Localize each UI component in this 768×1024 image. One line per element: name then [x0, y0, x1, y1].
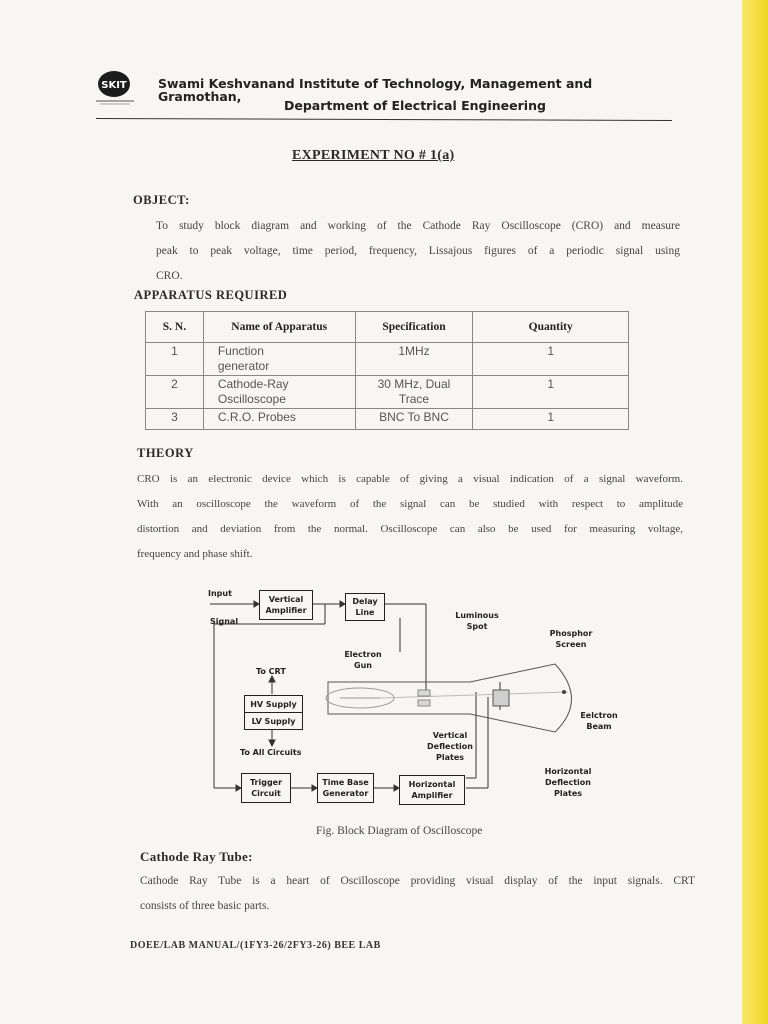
page-footer: DOEE/LAB MANUAL/(1FY3-26/2FY3-26) BEE LAB: [130, 940, 381, 951]
cell-name: [203, 343, 355, 376]
department-name: Department of Electrical Engineering: [284, 98, 546, 113]
cell-spec-line: 1MHz: [398, 344, 430, 358]
horizontal-amplifier-block: Horizontal Amplifier: [399, 775, 465, 805]
lv-supply-block: LV Supply: [244, 712, 303, 730]
object-line: CRO.: [156, 270, 183, 282]
theory-paragraph: [137, 467, 683, 567]
luminous-spot-label: Luminous Spot: [455, 611, 499, 631]
institute-logo: [92, 64, 148, 110]
to-crt-label: To CRT: [256, 667, 286, 676]
cell-name-line: Oscilloscope: [217, 392, 286, 406]
cell-sn: 3: [146, 409, 204, 430]
column-header-name: Name of Apparatus: [203, 312, 355, 343]
input-label: Input: [208, 589, 232, 598]
time-base-generator-block: Time Base Generator: [317, 773, 374, 803]
crt-line: Cathode Ray Tube is a heart of Oscilloscope providing visual display of the input signals. CRT: [140, 875, 695, 887]
background-edge: [742, 0, 768, 1024]
theory-line: CRO is an electronic device which is capable of giving a visual indication of a signal waveform.: [137, 473, 683, 485]
cell-qty: 1: [473, 376, 629, 409]
cell-name-line: Function: [217, 344, 264, 358]
horizontal-deflection-plates-label: Horizontal Deflection Plates: [544, 767, 592, 798]
vertical-amplifier-block: Vertical Amplifier: [259, 590, 313, 620]
cell-spec: [355, 376, 473, 409]
theory-line: With an oscilloscope the waveform of the signal can be studied with respect to amplitude: [137, 498, 683, 510]
trigger-circuit-block: Trigger Circuit: [241, 773, 291, 803]
column-header-sn: S. N.: [146, 312, 204, 343]
oscilloscope-block-diagram: [200, 582, 630, 814]
crt-line: consists of three basic parts.: [140, 900, 270, 912]
institute-name: Swami Keshvanand Institute of Technology, Management and Gramothan,: [158, 76, 593, 104]
cell-spec-line: 30 MHz, Dual: [377, 377, 451, 391]
signal-label: Signal: [210, 617, 239, 626]
cell-name: C.R.O. Probes: [203, 409, 355, 430]
theory-heading: THEORY: [137, 446, 194, 460]
apparatus-table: [145, 311, 629, 430]
table-row: [146, 376, 629, 409]
electron-gun-label: Electron Gun: [344, 650, 382, 670]
theory-line: frequency and phase shift.: [137, 548, 253, 560]
object-line: peak to peak voltage, time period, frequency, Lissajous figures of a periodic signal using: [156, 245, 680, 257]
vertical-deflection-plates-label: Vertical Deflection Plates: [427, 731, 473, 762]
object-heading: OBJECT:: [133, 193, 190, 207]
theory-line: distortion and deviation from the normal. Oscilloscope can also be used for measuring voltage,: [137, 523, 683, 535]
hv-supply-block: HV Supply: [244, 695, 303, 713]
cell-name-line: Cathode-Ray: [217, 377, 289, 391]
to-all-circuits-label: To All Circuits: [240, 748, 302, 757]
crt-paragraph: [140, 869, 695, 919]
object-line: To study block diagram and working of the Cathode Ray Oscilloscope (CRO) and measure: [156, 220, 680, 232]
crt-heading: Cathode Ray Tube:: [140, 849, 253, 864]
cell-qty: 1: [473, 343, 629, 376]
table-row: [146, 409, 629, 430]
table-header-row: [146, 312, 629, 343]
apparatus-heading: APPARATUS REQUIRED: [134, 288, 288, 302]
experiment-title: EXPERIMENT NO # 1(a): [292, 148, 455, 163]
cell-sn: 1: [146, 343, 204, 376]
electron-beam-label: Eelctron Beam: [580, 711, 618, 731]
logo-text: SKIT: [101, 80, 127, 91]
cell-name: [203, 376, 355, 409]
column-header-qty: Quantity: [473, 312, 629, 343]
cell-spec: [355, 343, 473, 376]
cell-sn: 2: [146, 376, 204, 409]
table-row: [146, 343, 629, 376]
object-paragraph: [156, 214, 680, 289]
delay-line-block: Delay Line: [345, 593, 385, 621]
cell-spec: BNC To BNC: [355, 409, 473, 430]
cell-spec-line: Trace: [398, 392, 430, 406]
column-header-spec: Specification: [355, 312, 473, 343]
cell-name-line: generator: [217, 359, 270, 373]
figure-caption: Fig. Block Diagram of Oscilloscope: [316, 825, 483, 837]
phosphor-screen-label: Phosphor Screen: [549, 629, 593, 649]
cell-qty: 1: [473, 409, 629, 430]
